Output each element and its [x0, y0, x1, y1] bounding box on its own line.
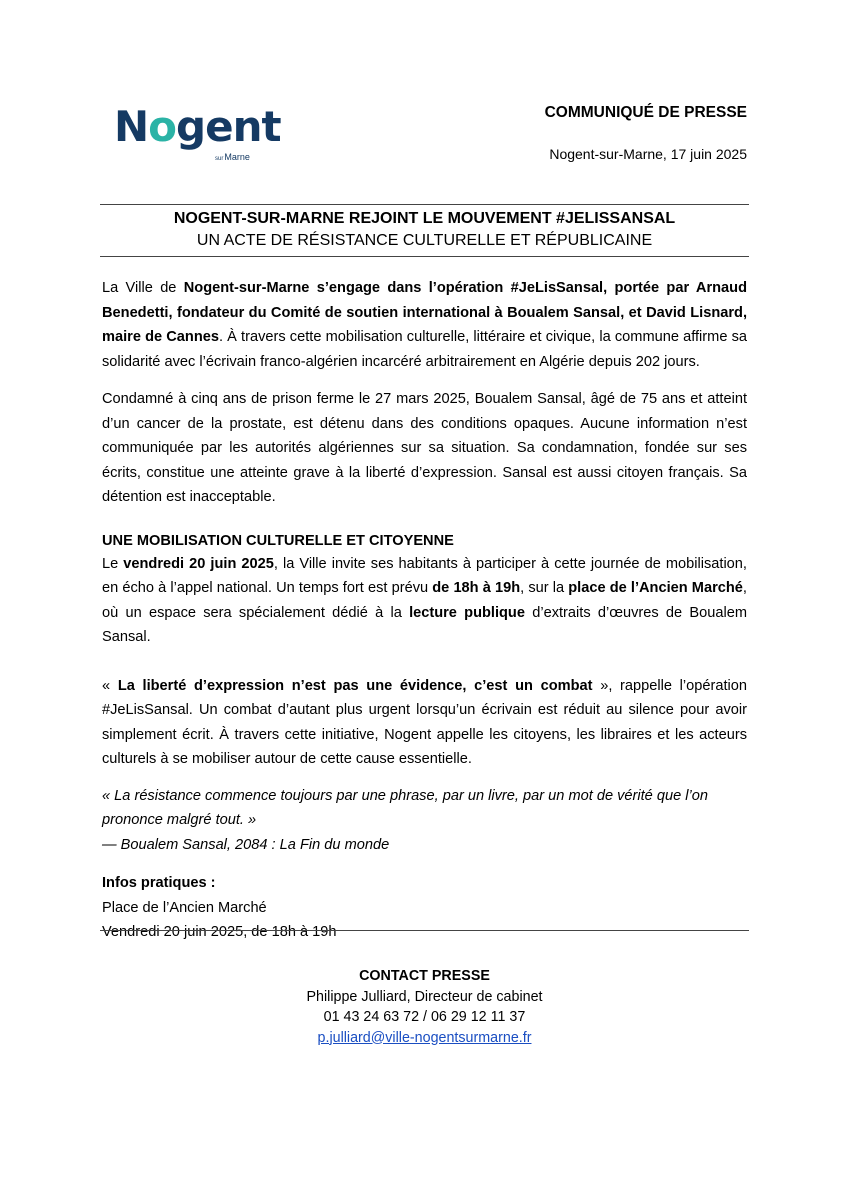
paragraph-context: Condamné à cinq ans de prison ferme le 27 mars 2025, Boualem Sansal, âgé de 75 ans et atteint d’un cancer de la prostate, est détenu dans des conditions opaques. Aucune information n’est communiquée par les autorités algériennes sur sa situation. Sa condamnation, fondée sur ses écrits, constitue une atteinte grave à la liberté d’expression. Sansal est aussi citoyen français. Sa détention est inacceptable. [102, 391, 747, 505]
infos-when: Vendredi 20 juin 2025, de 18h à 19h [102, 924, 337, 940]
infos-title: Infos pratiques : [102, 875, 216, 891]
paragraph-intro: La Ville de Nogent-sur-Marne s’engage dans l’opération #JeLisSansal, portée par Arnaud Benedetti, fondateur du Comité de soutien international à Boualem Sansal, et David Lisnard, maire de Cannes. À travers cette mobilisation culturelle, littéraire et civique, la commune affirme sa solidarité avec l’écrivain franco-algérien incarcéré arbitrairement en Algérie depuis 202 jours. [102, 280, 747, 370]
document-type: COMMUNIQUÉ DE PRESSE [544, 104, 747, 121]
logo-wordmark: Nogent [114, 102, 281, 151]
contact-name: Philippe Julliard, Directeur de cabinet [306, 988, 543, 1005]
paragraph-event: Le vendredi 20 juin 2025, la Ville invite ses habitants à participer à cette journée de mobilisation, en écho à l’appel national. Un temps fort est prévu de 18h à 19h, sur la place de l’Ancien Marché, où un espace sera spécialement dédié à la lecture publique d’extraits d’œuvres de Boualem Sansal. [102, 555, 747, 645]
headline-subtitle: UN ACTE DE RÉSISTANCE CULTURELLE ET RÉPUBLICAINE [196, 232, 653, 249]
contact-title: CONTACT PRESSE [359, 968, 490, 984]
divider-bottom [100, 930, 749, 931]
section-title: UNE MOBILISATION CULTURELLE ET CITOYENNE [102, 532, 454, 549]
contact-email-link[interactable]: p.julliard@ville-nogentsurmarne.fr [317, 1029, 532, 1046]
divider-top [100, 204, 749, 205]
date-line: Nogent-sur-Marne, 17 juin 2025 [549, 146, 747, 162]
infos-place: Place de l’Ancien Marché [102, 899, 267, 916]
nogent-logo [108, 102, 281, 170]
paragraph-slogan: « La liberté d’expression n’est pas une évidence, c’est un combat », rappelle l’opération #JeLisSansal. Un combat d’autant plus urgent lorsqu’un écrivain est réduit au silence pour avoir simplement écrit. À travers cette initiative, Nogent appelle les citoyens, les libraires et les acteurs culturels à se mobiliser autour de cette cause essentielle. [102, 677, 748, 767]
headline-title: NOGENT-SUR-MARNE REJOINT LE MOUVEMENT #JELISSANSAL [173, 210, 676, 227]
press-contact [100, 966, 749, 1048]
press-release-body [102, 276, 747, 945]
quote-text: « La résistance commence toujours par une phrase, par un livre, par un mot de vérité que l’on prononce malgré tout. » [102, 787, 708, 828]
contact-phones: 01 43 24 63 72 / 06 29 12 11 37 [323, 1009, 526, 1025]
logo-subtitle: surMarne [215, 152, 250, 162]
divider-headline [100, 256, 749, 257]
quote-attribution: — Boualem Sansal, 2084 : La Fin du monde [102, 836, 390, 853]
